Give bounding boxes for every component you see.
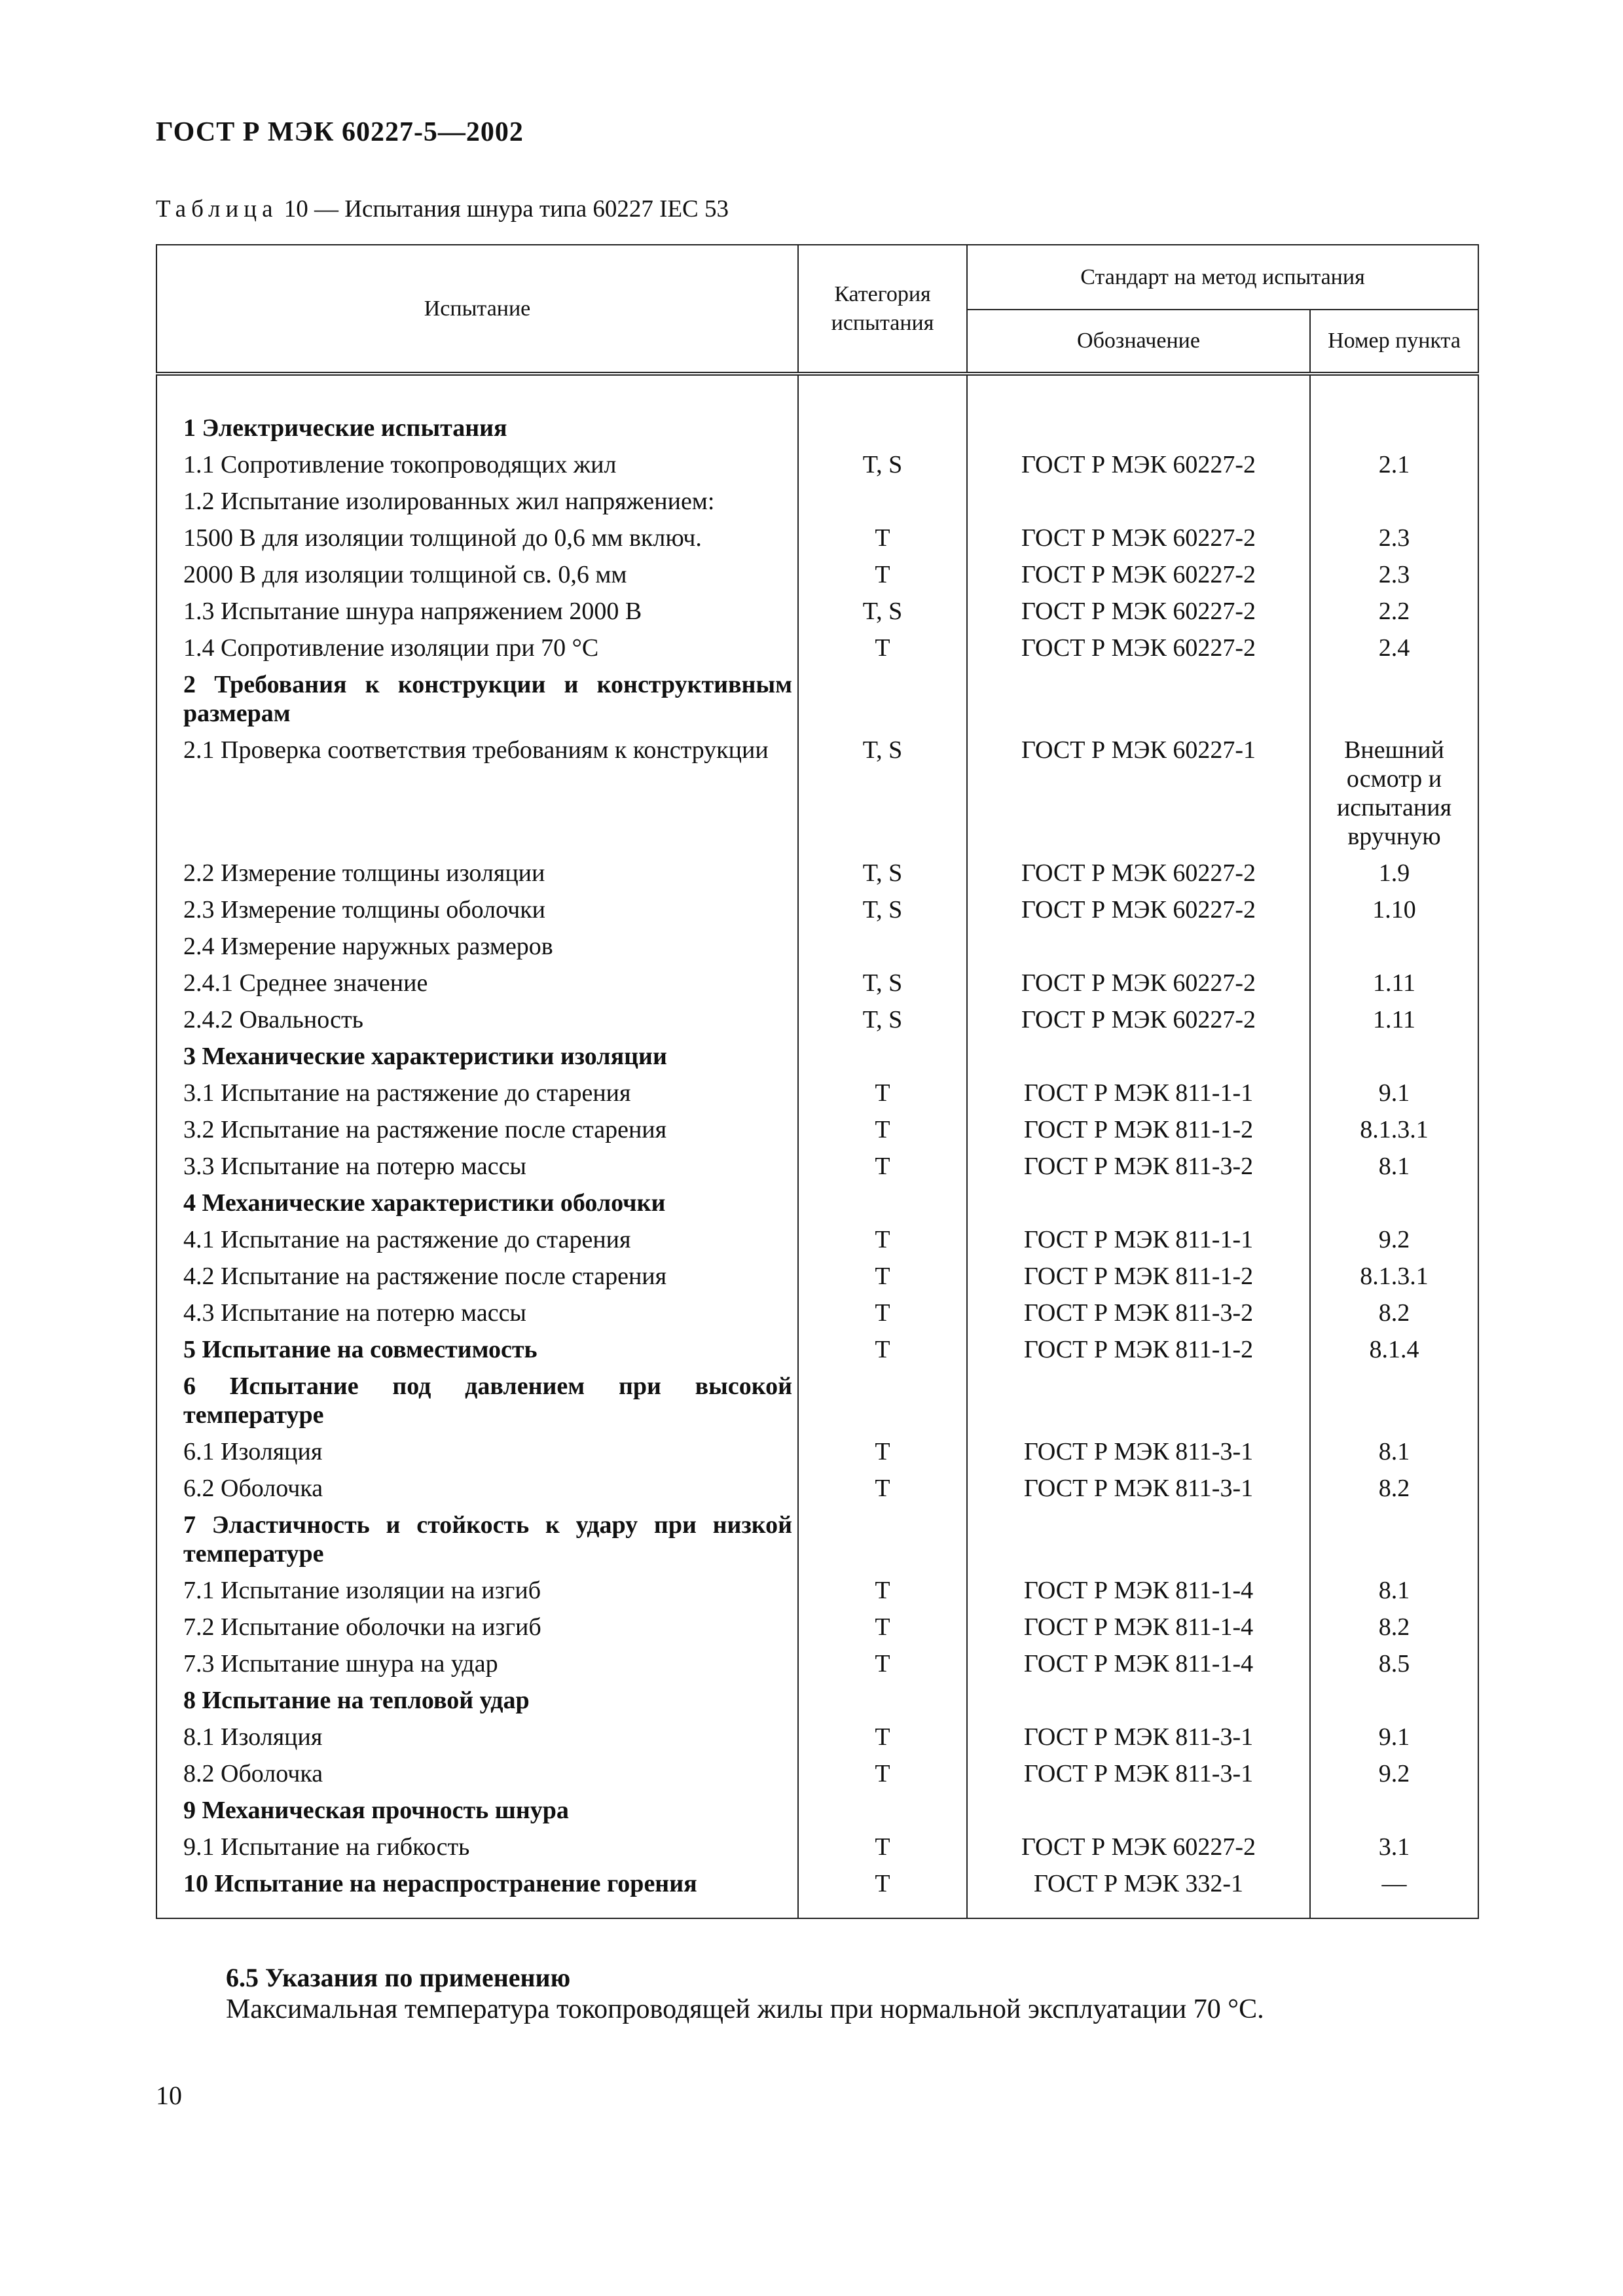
designation-cell: [967, 483, 1310, 520]
clause-cell: 8.2: [1310, 1295, 1478, 1331]
designation-cell: ГОСТ Р МЭК 811-1-4: [967, 1572, 1310, 1609]
designation-cell: [967, 410, 1310, 446]
test-name-cell: 1500 В для изоляции толщиной до 0,6 мм включ.: [156, 520, 798, 556]
clause-cell: [1310, 410, 1478, 446]
clause-cell: [1310, 1682, 1478, 1719]
test-name-cell: 8.1 Изоляция: [156, 1719, 798, 1755]
designation-cell: ГОСТ Р МЭК 60227-2: [967, 630, 1310, 666]
table-row: [156, 1865, 1478, 1918]
table-row: [156, 732, 1478, 855]
table-row: [156, 556, 1478, 593]
test-name-cell: 1.2 Испытание изолированных жил напряжением:: [156, 483, 798, 520]
category-cell: [798, 1368, 967, 1433]
category-cell: T, S: [798, 593, 967, 630]
clause-cell: 9.1: [1310, 1075, 1478, 1111]
category-cell: [798, 1507, 967, 1572]
table-row: [156, 1829, 1478, 1865]
category-cell: T: [798, 1331, 967, 1368]
test-name-cell: 2.4.1 Среднее значение: [156, 965, 798, 1001]
test-name-cell: 2000 В для изоляции толщиной св. 0,6 мм: [156, 556, 798, 593]
designation-cell: ГОСТ Р МЭК 60227-2: [967, 1001, 1310, 1038]
table-row: [156, 965, 1478, 1001]
clause-cell: 9.2: [1310, 1221, 1478, 1258]
clause-cell: 3.1: [1310, 1829, 1478, 1865]
clause-cell: 2.4: [1310, 630, 1478, 666]
table-row: [156, 1433, 1478, 1470]
designation-cell: ГОСТ Р МЭК 811-1-2: [967, 1331, 1310, 1368]
test-name-cell: 4 Механические характеристики оболочки: [156, 1185, 798, 1221]
test-name-cell: 1.4 Сопротивление изоляции при 70 °С: [156, 630, 798, 666]
test-name-cell: 7 Эластичность и стойкость к удару при низкой температуре: [156, 1507, 798, 1572]
section-text: Максимальная температура токопроводящей жилы при нормальной эксплуатации 70 °С.: [226, 1994, 1264, 2024]
table-row: [156, 1719, 1478, 1755]
clause-cell: [1310, 1507, 1478, 1572]
table-row: [156, 1148, 1478, 1185]
test-name-cell: 1.3 Испытание шнура напряжением 2000 В: [156, 593, 798, 630]
header-category: Категория испытания: [798, 245, 967, 374]
clause-cell: 8.1.4: [1310, 1331, 1478, 1368]
test-name-cell: 8 Испытание на тепловой удар: [156, 1682, 798, 1719]
designation-cell: ГОСТ Р МЭК 811-1-4: [967, 1645, 1310, 1682]
category-cell: [798, 1792, 967, 1829]
designation-cell: [967, 1038, 1310, 1075]
designation-cell: [967, 928, 1310, 965]
designation-cell: ГОСТ Р МЭК 60227-2: [967, 965, 1310, 1001]
designation-cell: ГОСТ Р МЭК 811-3-2: [967, 1148, 1310, 1185]
test-name-cell: 8.2 Оболочка: [156, 1755, 798, 1792]
category-cell: T: [798, 1295, 967, 1331]
table-row: [156, 1111, 1478, 1148]
designation-cell: [967, 1682, 1310, 1719]
designation-cell: ГОСТ Р МЭК 811-3-2: [967, 1295, 1310, 1331]
test-name-cell: 3 Механические характеристики изоляции: [156, 1038, 798, 1075]
table-row: [156, 1507, 1478, 1572]
tests-table: [156, 244, 1479, 1919]
test-name-cell: 3.1 Испытание на растяжение до старения: [156, 1075, 798, 1111]
clause-cell: [1310, 1038, 1478, 1075]
test-name-cell: 2.1 Проверка соответствия требованиям к конструкции: [156, 732, 798, 855]
designation-cell: ГОСТ Р МЭК 60227-1: [967, 732, 1310, 855]
category-cell: T: [798, 1572, 967, 1609]
table-row: [156, 1609, 1478, 1645]
table-row: [156, 1572, 1478, 1609]
test-name-cell: 2.3 Измерение толщины оболочки: [156, 891, 798, 928]
table-row: [156, 1221, 1478, 1258]
clause-cell: [1310, 483, 1478, 520]
category-cell: T: [798, 1221, 967, 1258]
category-cell: [798, 483, 967, 520]
clause-cell: 2.1: [1310, 446, 1478, 483]
clause-cell: 8.5: [1310, 1645, 1478, 1682]
designation-cell: ГОСТ Р МЭК 60227-2: [967, 556, 1310, 593]
category-cell: T: [798, 1865, 967, 1918]
header-designation: Обозначение: [967, 310, 1310, 374]
clause-cell: 8.1: [1310, 1148, 1478, 1185]
clause-cell: 8.1: [1310, 1433, 1478, 1470]
category-cell: T: [798, 520, 967, 556]
table-spacer-row: [156, 374, 1478, 410]
category-cell: T: [798, 1433, 967, 1470]
category-cell: [798, 1038, 967, 1075]
page-number: 10: [156, 2081, 182, 2110]
clause-cell: 8.1.3.1: [1310, 1258, 1478, 1295]
category-cell: T, S: [798, 732, 967, 855]
header-clause: Номер пункта: [1310, 310, 1478, 374]
test-name-cell: 3.3 Испытание на потерю массы: [156, 1148, 798, 1185]
designation-cell: ГОСТ Р МЭК 811-1-1: [967, 1221, 1310, 1258]
test-name-cell: 6 Испытание под давлением при высокой температуре: [156, 1368, 798, 1433]
category-cell: T: [798, 1755, 967, 1792]
designation-cell: ГОСТ Р МЭК 811-3-1: [967, 1433, 1310, 1470]
category-cell: T: [798, 1470, 967, 1507]
test-name-cell: 2.4.2 Овальность: [156, 1001, 798, 1038]
category-cell: T: [798, 630, 967, 666]
clause-cell: 1.10: [1310, 891, 1478, 928]
test-name-cell: 1.1 Сопротивление токопроводящих жил: [156, 446, 798, 483]
clause-cell: [1310, 928, 1478, 965]
designation-cell: [967, 1185, 1310, 1221]
table-row: [156, 630, 1478, 666]
test-name-cell: 3.2 Испытание на растяжение после старения: [156, 1111, 798, 1148]
designation-cell: [967, 1792, 1310, 1829]
clause-cell: 1.9: [1310, 855, 1478, 891]
document-header: ГОСТ Р МЭК 60227-5—2002: [156, 117, 524, 147]
clause-cell: 8.2: [1310, 1609, 1478, 1645]
clause-cell: 9.2: [1310, 1755, 1478, 1792]
category-cell: T: [798, 1829, 967, 1865]
designation-cell: [967, 1507, 1310, 1572]
table-row: [156, 855, 1478, 891]
test-name-cell: 2.2 Измерение толщины изоляции: [156, 855, 798, 891]
table-caption-label: Таблица: [156, 196, 278, 223]
clause-cell: 1.11: [1310, 1001, 1478, 1038]
category-cell: T: [798, 1111, 967, 1148]
table-caption: [156, 195, 729, 223]
table-row: [156, 1682, 1478, 1719]
designation-cell: ГОСТ Р МЭК 811-1-4: [967, 1609, 1310, 1645]
designation-cell: ГОСТ Р МЭК 811-3-1: [967, 1719, 1310, 1755]
test-name-cell: 5 Испытание на совместимость: [156, 1331, 798, 1368]
designation-cell: ГОСТ Р МЭК 811-1-2: [967, 1258, 1310, 1295]
category-cell: [798, 410, 967, 446]
section-title: 6.5 Указания по применению: [226, 1963, 571, 1992]
designation-cell: ГОСТ Р МЭК 60227-2: [967, 855, 1310, 891]
designation-cell: ГОСТ Р МЭК 60227-2: [967, 446, 1310, 483]
table-row: [156, 1075, 1478, 1111]
category-cell: T: [798, 1148, 967, 1185]
table-row: [156, 520, 1478, 556]
test-name-cell: 4.1 Испытание на растяжение до старения: [156, 1221, 798, 1258]
category-cell: [798, 1682, 967, 1719]
table-row: [156, 891, 1478, 928]
clause-cell: —: [1310, 1865, 1478, 1918]
test-name-cell: 7.1 Испытание изоляции на изгиб: [156, 1572, 798, 1609]
category-cell: [798, 928, 967, 965]
category-cell: T: [798, 556, 967, 593]
designation-cell: ГОСТ Р МЭК 60227-2: [967, 593, 1310, 630]
test-name-cell: 9.1 Испытание на гибкость: [156, 1829, 798, 1865]
test-name-cell: 6.2 Оболочка: [156, 1470, 798, 1507]
test-name-cell: 10 Испытание на нераспространение горения: [156, 1865, 798, 1918]
table-row: [156, 1295, 1478, 1331]
test-name-cell: 2 Требования к конструкции и конструктивным размерам: [156, 666, 798, 732]
test-name-cell: 2.4 Измерение наружных размеров: [156, 928, 798, 965]
table-row: [156, 1331, 1478, 1368]
designation-cell: ГОСТ Р МЭК 811-1-2: [967, 1111, 1310, 1148]
test-name-cell: 7.3 Испытание шнура на удар: [156, 1645, 798, 1682]
table-row: [156, 1001, 1478, 1038]
category-cell: T: [798, 1609, 967, 1645]
test-name-cell: 4.3 Испытание на потерю массы: [156, 1295, 798, 1331]
clause-cell: [1310, 1368, 1478, 1433]
table-caption-text: 10 — Испытания шнура типа 60227 IEC 53: [278, 196, 729, 223]
header-test: Испытание: [156, 245, 798, 374]
clause-cell: Внешний осмотр и испытания вручную: [1310, 732, 1478, 855]
table-header: [156, 245, 1478, 374]
test-name-cell: 4.2 Испытание на растяжение после старения: [156, 1258, 798, 1295]
clause-cell: 2.3: [1310, 520, 1478, 556]
table-row: [156, 1755, 1478, 1792]
table-row: [156, 1792, 1478, 1829]
category-cell: T: [798, 1075, 967, 1111]
table-row: [156, 410, 1478, 446]
test-name-cell: 1 Электрические испытания: [156, 410, 798, 446]
clause-cell: 8.1.3.1: [1310, 1111, 1478, 1148]
category-cell: T: [798, 1258, 967, 1295]
table-row: [156, 1038, 1478, 1075]
category-cell: [798, 666, 967, 732]
clause-cell: [1310, 1792, 1478, 1829]
clause-cell: 9.1: [1310, 1719, 1478, 1755]
designation-cell: ГОСТ Р МЭК 811-3-1: [967, 1755, 1310, 1792]
clause-cell: 1.11: [1310, 965, 1478, 1001]
designation-cell: ГОСТ Р МЭК 811-3-1: [967, 1470, 1310, 1507]
table-row: [156, 1258, 1478, 1295]
table-row: [156, 446, 1478, 483]
table-row: [156, 483, 1478, 520]
designation-cell: ГОСТ Р МЭК 60227-2: [967, 1829, 1310, 1865]
table-row: [156, 1185, 1478, 1221]
category-cell: T: [798, 1645, 967, 1682]
header-standard: Стандарт на метод испытания: [967, 245, 1478, 310]
category-cell: T, S: [798, 965, 967, 1001]
clause-cell: 2.2: [1310, 593, 1478, 630]
designation-cell: ГОСТ Р МЭК 332-1: [967, 1865, 1310, 1918]
clause-cell: [1310, 666, 1478, 732]
designation-cell: ГОСТ Р МЭК 811-1-1: [967, 1075, 1310, 1111]
table-row: [156, 1645, 1478, 1682]
test-name-cell: 7.2 Испытание оболочки на изгиб: [156, 1609, 798, 1645]
designation-cell: [967, 666, 1310, 732]
test-name-cell: 6.1 Изоляция: [156, 1433, 798, 1470]
designation-cell: ГОСТ Р МЭК 60227-2: [967, 891, 1310, 928]
table-row: [156, 1368, 1478, 1433]
category-cell: [798, 1185, 967, 1221]
category-cell: T, S: [798, 855, 967, 891]
category-cell: T, S: [798, 446, 967, 483]
category-cell: T, S: [798, 891, 967, 928]
table-body: [156, 374, 1478, 1918]
clause-cell: 8.2: [1310, 1470, 1478, 1507]
table-row: [156, 928, 1478, 965]
table-row: [156, 666, 1478, 732]
clause-cell: 8.1: [1310, 1572, 1478, 1609]
designation-cell: ГОСТ Р МЭК 60227-2: [967, 520, 1310, 556]
table-row: [156, 1470, 1478, 1507]
test-name-cell: 9 Механическая прочность шнура: [156, 1792, 798, 1829]
table-row: [156, 593, 1478, 630]
designation-cell: [967, 1368, 1310, 1433]
clause-cell: 2.3: [1310, 556, 1478, 593]
category-cell: T, S: [798, 1001, 967, 1038]
clause-cell: [1310, 1185, 1478, 1221]
category-cell: T: [798, 1719, 967, 1755]
